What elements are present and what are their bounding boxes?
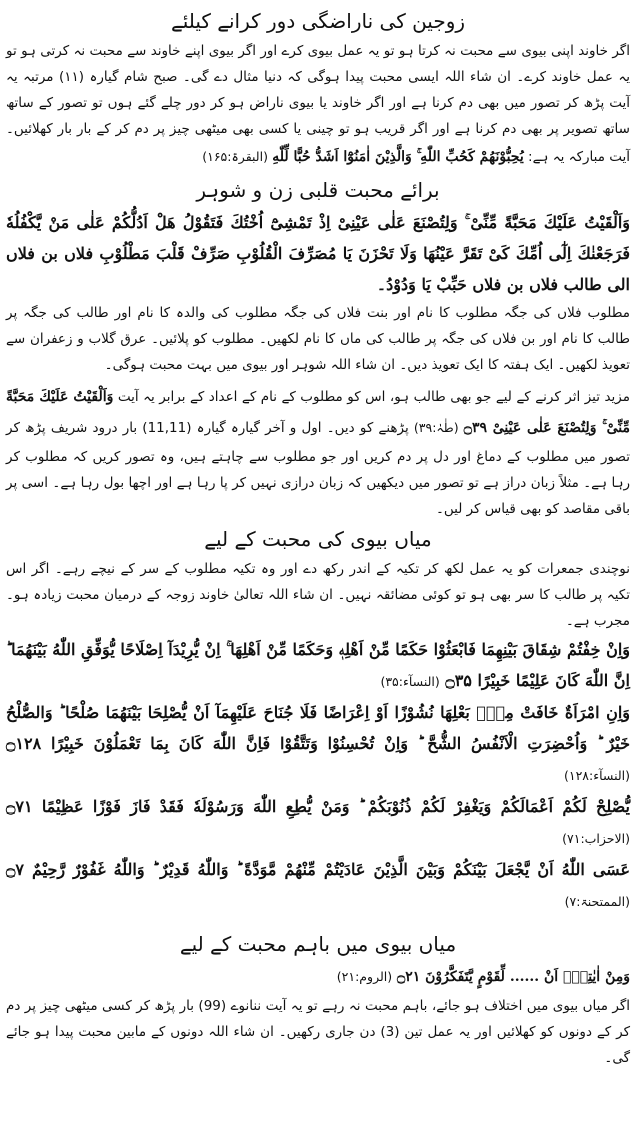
verse-text: عَسَى اللّٰهُ اَنْ یَّجْعَلَ بَیْنَكُمْ وَبَیْنَ الَّذِیْنَ عَادَیْتُمْ مِّنْهُمْ مَّوَدَّةً ؕ وَاللّٰهُ قَدِیْرٌ ؕ وَاللّٰهُ غَفُوْرٌ رَّحِیْمٌ ۝۷ — [6, 860, 630, 879]
verse-text: یُّصْلِحْ لَكُمْ اَعْمَالَكُمْ وَیَغْفِرْ لَكُمْ ذُنُوْبَكُمْ ؕ وَمَنْ یُّطِعِ اللّٰهَ وَرَسُوْلَهٗ فَقَدْ فَازَ فَوْزًا عَظِیْمًا ۝۷۱ — [6, 797, 630, 816]
paragraph: اگر میاں بیوی میں اختلاف ہو جائے، باہم محبت نہ رہے تو یہ آیت ننانوے (99) بار پڑھ کر کسی میٹھی چیز پر دم کر کے دونوں کو کھلائیں اور یہ عمل تین (3) دن جاری رکھیں۔ ان شاء اللہ دونوں کے مابین محبت پیدا ہو جائے گی۔ — [6, 998, 630, 1066]
paragraph: مطلوب فلاں کی جگہ مطلوب کا نام اور بنت فلاں کی جگہ مطلوب کی والدہ کا نام اور طالب کی جگہ پر طالب کا نام اور بن فلاں کی جگہ پر طالب کی ماں کا نام لکھیں۔ مطلوب کو پلائیں۔ عرق گلاب و زعفران سے تعویذ لکھیں۔ ایک ہفتہ کا ایک تعویذ دیں۔ ان شاء اللہ شوہر اور بیوی میں بہت محبت ہوگی۔ — [6, 305, 630, 373]
section-heading-husband-wife-love: میاں بیوی کی محبت کے لیے — [204, 527, 432, 551]
paragraph — [6, 382, 630, 522]
verse-reference: (البقرۃ:۱۶۵) — [202, 149, 268, 164]
quran-verse: وَاَلْقَیْتُ عَلَیْكَ مَحَبَّةً مِّنِّیْ ۚ وَلِتُصْنَعَ عَلٰی عَیْنِیْ اِذْ تَمْشِیْٓ اُخْتُكَ فَتَقُوْلُ هَلْ اَدُلُّكُمْ عَلٰی مَنْ یَّكْفُلُهٗ فَرَجَعْنٰكَ اِلٰٓی اُمِّكَ كَیْ تَقَرَّ عَیْنُهَا وَلَا تَحْزَنَ یَا مُصَرِّفَ الْقُلُوْبِ صَرِّفْ قَلْبَ مَطْلُوْبِ فلاں بن فلاں الی طالب فلاں بن فلاں حَبِّبْ یَا وَدُوْدُ۔ — [6, 213, 630, 294]
verse-reference: (الروم:۲۱) — [336, 969, 393, 984]
paragraph-text: مزید تیز اثر کرنے کے لیے جو بھی طالب ہو، اس کو مطلوب کے نام کے اعداد کے برابر یہ آیت — [117, 389, 630, 405]
section-heading-heart-love: برائے محبت قلبی زن و شوہر — [196, 178, 440, 202]
quran-verse — [6, 634, 630, 697]
quran-verse — [6, 791, 630, 854]
quran-verse: وَاَلْقَیْتُ عَلَیْكَ مَحَبَّةً مِّنِّیْ ۚ وَلِتُصْنَعَ عَلٰی عَیْنِیْ ۝۳۹ — [6, 389, 630, 436]
verse-reference: (الاحزاب:۷۱) — [562, 831, 630, 846]
verse-reference: (النسآء:۳۵) — [380, 674, 440, 689]
quran-verse — [6, 697, 630, 791]
quran-verse: یُحِبُّوْنَهُمْ كَحُبِّ اللّٰهِ ۚ وَالَّذِیْنَ اٰمَنُوْٓا اَشَدُّ حُبًّا لِّلّٰهِ — [272, 149, 524, 165]
section-heading-mutual-love: میاں بیوی میں باہم محبت کے لیے — [179, 932, 457, 956]
verse-reference: (الممتحنۃ:۷) — [564, 894, 630, 909]
quran-verse — [6, 854, 630, 917]
quran-verse — [6, 961, 630, 993]
verse-reference: (طٰہٰ:۳۹) — [413, 420, 459, 435]
paragraph — [6, 38, 630, 173]
verse-reference: (النسآء:۱۲۸) — [563, 768, 630, 783]
paragraph: نوچندی جمعرات کو یہ عمل لکھ کر تکیہ کے اندر رکھ دے اور وہ تکیہ مطلوب کے سر کے نیچے رہے۔ اگر اس تکیہ پر طالب کا سر بھی ہو تو کوئی مضائقہ نہیں۔ ان شاء اللہ تعالیٰ خاوند زوجہ کے درمیان محبت زیادہ ہو۔ مجرب ہے۔ — [6, 561, 630, 629]
verse-text: وَاِنِ امْرَاَةٌ خَافَتْ مِنْۢ بَعْلِهَا نُشُوْزًا اَوْ اِعْرَاضًا فَلَا جُنَاحَ عَلَیْهِمَآ اَنْ یُّصْلِحَا بَیْنَهُمَا صُلْحًا ؕ وَالصُّلْحُ خَیْرٌ ؕ وَاُحْضِرَتِ الْاَنْفُسُ الشُّحَّ ؕ وَاِنْ تُحْسِنُوْا وَتَتَّقُوْا فَاِنَّ اللّٰهَ كَانَ بِمَا تَعْمَلُوْنَ خَبِیْرًا ۝۱۲۸ — [6, 703, 630, 753]
verse-text: وَمِنْ اٰیٰتِهٖٓ اَنْ ...... لِّقَوْمٍ یَّتَفَكَّرُوْنَ ۝۲۱ — [397, 969, 630, 985]
paragraph-text: اگر خاوند اپنی بیوی سے محبت نہ کرتا ہو تو یہ عمل بیوی کرے اور اگر بیوی اپنے خاوند سے محبت نہ کرتی ہو تو یہ عمل خاوند کرے۔ ان شاء اللہ ایسی محبت پیدا ہوگی کہ دنیا مثال دے گی۔ صبح شام گیارہ (۱۱) مرتبہ یہ آیت پڑھ کر تصور میں بھی دم کرنا ہے اور اگر خاوند یا بیوی ناراض ہو کر دور چلے گئے ہوں تو تصور کے ساتھ ساتھ تصویر پر بھی دم کرنا ہے اور اگر قریب ہو تو چینی یا کسی بھی میٹھی چیز پر دم کر کے بار بار کھلائیں۔ آیت مبارکہ یہ ہے: — [6, 43, 630, 165]
section-heading-spouse-displeasure: زوجین کی ناراضگی دور کرانے کیلئے — [170, 9, 466, 33]
verse-text: وَاِنْ خِفْتُمْ شِقَاقَ بَیْنِهِمَا فَابْعَثُوْا حَكَمًا مِّنْ اَهْلِهٖ وَحَكَمًا مِّنْ اَهْلِهَا ۚ اِنْ یُّرِیْدَآ اِصْلَاحًا یُّوَفِّقِ اللّٰهُ بَیْنَهُمَا ؕ اِنَّ اللّٰهَ كَانَ عَلِیْمًا خَبِیْرًا ۝۳۵ — [6, 640, 630, 690]
paragraph-text: پڑھنے کو دیں۔ اول و آخر گیارہ گیارہ (11,11) بار درود شریف پڑھ کر تصور میں مطلوب کے دماغ اور دل پر دم کریں اور جو مطلوب سے چاہتے ہیں، وہ تصور کریں کہ مطلوب کر رہا ہے۔ مثلاً زبان دراز ہے تو تصور میں دیکھیں کہ زبان درازی نہیں کر پا رہا ہے اور اچھا بول رہا ہے۔ اسی پر باقی مقاصد کو بھی قیاس کر لیں۔ — [6, 420, 630, 517]
